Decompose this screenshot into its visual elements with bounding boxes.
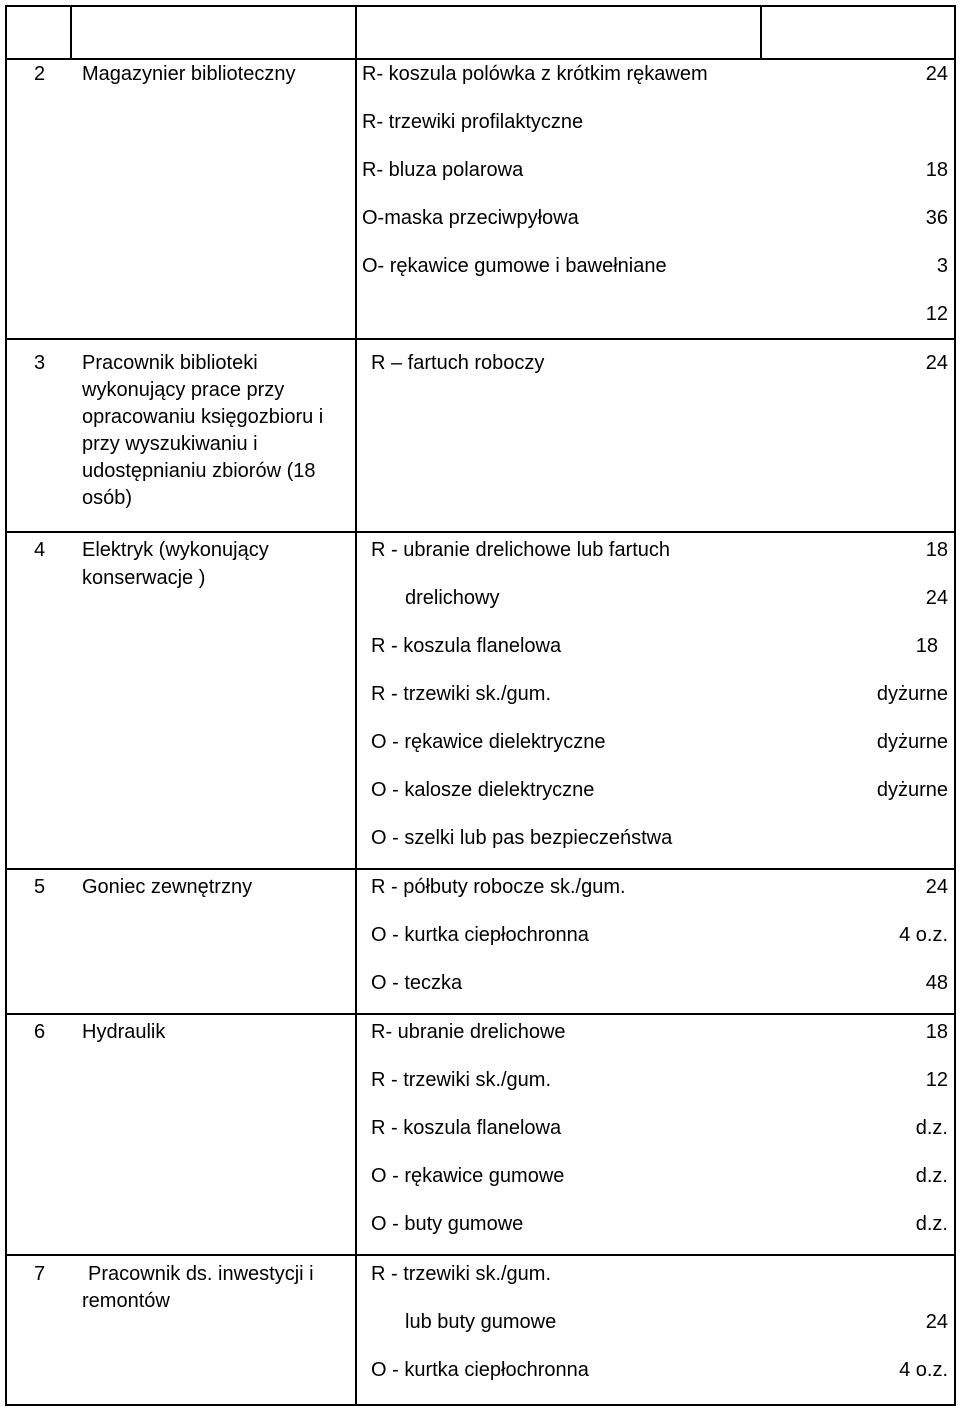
equipment-item: R - ubranie drelichowe lub fartuch	[371, 539, 671, 561]
position-name: Hydraulik	[82, 1021, 166, 1043]
position-name: udostępnianiu zbiorów (18	[82, 460, 316, 482]
row-number: 2	[34, 63, 46, 85]
position-name: Goniec zewnętrzny	[82, 876, 253, 898]
equipment-item: R- trzewiki profilaktyczne	[362, 111, 584, 133]
equipment-item: R - koszula flanelowa	[371, 1117, 562, 1139]
equipment-item: R - koszula flanelowa	[371, 635, 562, 657]
equipment-item: R - trzewiki sk./gum.	[371, 1069, 552, 1091]
row-number: 7	[34, 1263, 46, 1285]
equipment-item: R - trzewiki sk./gum.	[371, 683, 552, 705]
equipment-item: R- bluza polarowa	[362, 159, 524, 181]
usage-period: 48	[925, 972, 948, 994]
header-divider	[5, 58, 956, 60]
usage-period: 24	[925, 876, 948, 898]
equipment-item: O - rękawice dielektryczne	[371, 731, 606, 753]
usage-period: 12	[925, 1069, 948, 1091]
usage-period: 4 o.z.	[899, 924, 948, 946]
usage-period: d.z.	[915, 1213, 948, 1235]
equipment-item: O - kurtka ciepłochronna	[371, 1359, 589, 1381]
usage-period: 18	[925, 1021, 948, 1043]
usage-period: 18	[925, 159, 948, 181]
row-divider-4-5	[5, 868, 956, 870]
row-divider-3-4	[5, 531, 956, 533]
row-number: 4	[34, 539, 46, 561]
position-name: konserwacje )	[82, 567, 206, 589]
usage-period: 24	[925, 63, 948, 85]
equipment-item: O - kalosze dielektryczne	[371, 779, 595, 801]
table-border-right	[954, 5, 956, 1405]
column-divider-2	[355, 5, 357, 1405]
equipment-item: O - buty gumowe	[371, 1213, 524, 1235]
equipment-item: O - kurtka ciepłochronna	[371, 924, 589, 946]
equipment-item: R- koszula polówka z krótkim rękawem	[362, 63, 708, 85]
equipment-item: O - teczka	[371, 972, 463, 994]
equipment-item: R- ubranie drelichowe	[371, 1021, 566, 1043]
equipment-item: drelichowy	[405, 587, 500, 609]
position-name: Elektryk (wykonujący	[82, 539, 269, 561]
usage-period: 18	[915, 635, 938, 657]
equipment-item: lub buty gumowe	[405, 1311, 557, 1333]
position-name: Magazynier biblioteczny	[82, 63, 296, 85]
position-name: osób)	[82, 487, 133, 509]
usage-period: 4 o.z.	[899, 1359, 948, 1381]
table-border-left	[5, 5, 7, 1405]
column-divider-3	[760, 5, 762, 60]
usage-period: 24	[925, 587, 948, 609]
table-border-bottom	[5, 1404, 956, 1406]
row-divider-5-6	[5, 1013, 956, 1015]
equipment-item: R - trzewiki sk./gum.	[371, 1263, 552, 1285]
row-divider-2-3	[5, 338, 956, 340]
equipment-item: R – fartuch roboczy	[371, 352, 545, 374]
column-divider-1	[70, 5, 72, 60]
position-name: Pracownik biblioteki	[82, 352, 258, 374]
row-divider-6-7	[5, 1254, 956, 1256]
usage-period: 18	[925, 539, 948, 561]
usage-period: dyżurne	[876, 779, 948, 801]
row-number: 3	[34, 352, 46, 374]
usage-period: 12	[925, 303, 948, 325]
position-name: remontów	[82, 1290, 170, 1312]
usage-period: 3	[936, 255, 948, 277]
usage-period: d.z.	[915, 1165, 948, 1187]
equipment-item: O - szelki lub pas bezpieczeństwa	[371, 827, 673, 849]
usage-period: 24	[925, 352, 948, 374]
usage-period: 36	[925, 207, 948, 229]
position-name: Pracownik ds. inwestycji i	[88, 1263, 314, 1285]
position-name: wykonujący prace przy	[82, 379, 285, 401]
equipment-item: O- rękawice gumowe i bawełniane	[362, 255, 667, 277]
usage-period: d.z.	[915, 1117, 948, 1139]
row-number: 5	[34, 876, 46, 898]
usage-period: dyżurne	[876, 683, 948, 705]
usage-period: dyżurne	[876, 731, 948, 753]
equipment-item: R - półbuty robocze sk./gum.	[371, 876, 626, 898]
equipment-item: O-maska przeciwpyłowa	[362, 207, 579, 229]
equipment-item: O - rękawice gumowe	[371, 1165, 565, 1187]
position-name: opracowaniu księgozbioru i	[82, 406, 324, 428]
table-border-top	[5, 5, 956, 7]
usage-period: 24	[925, 1311, 948, 1333]
row-number: 6	[34, 1021, 46, 1043]
position-name: przy wyszukiwaniu i	[82, 433, 258, 455]
